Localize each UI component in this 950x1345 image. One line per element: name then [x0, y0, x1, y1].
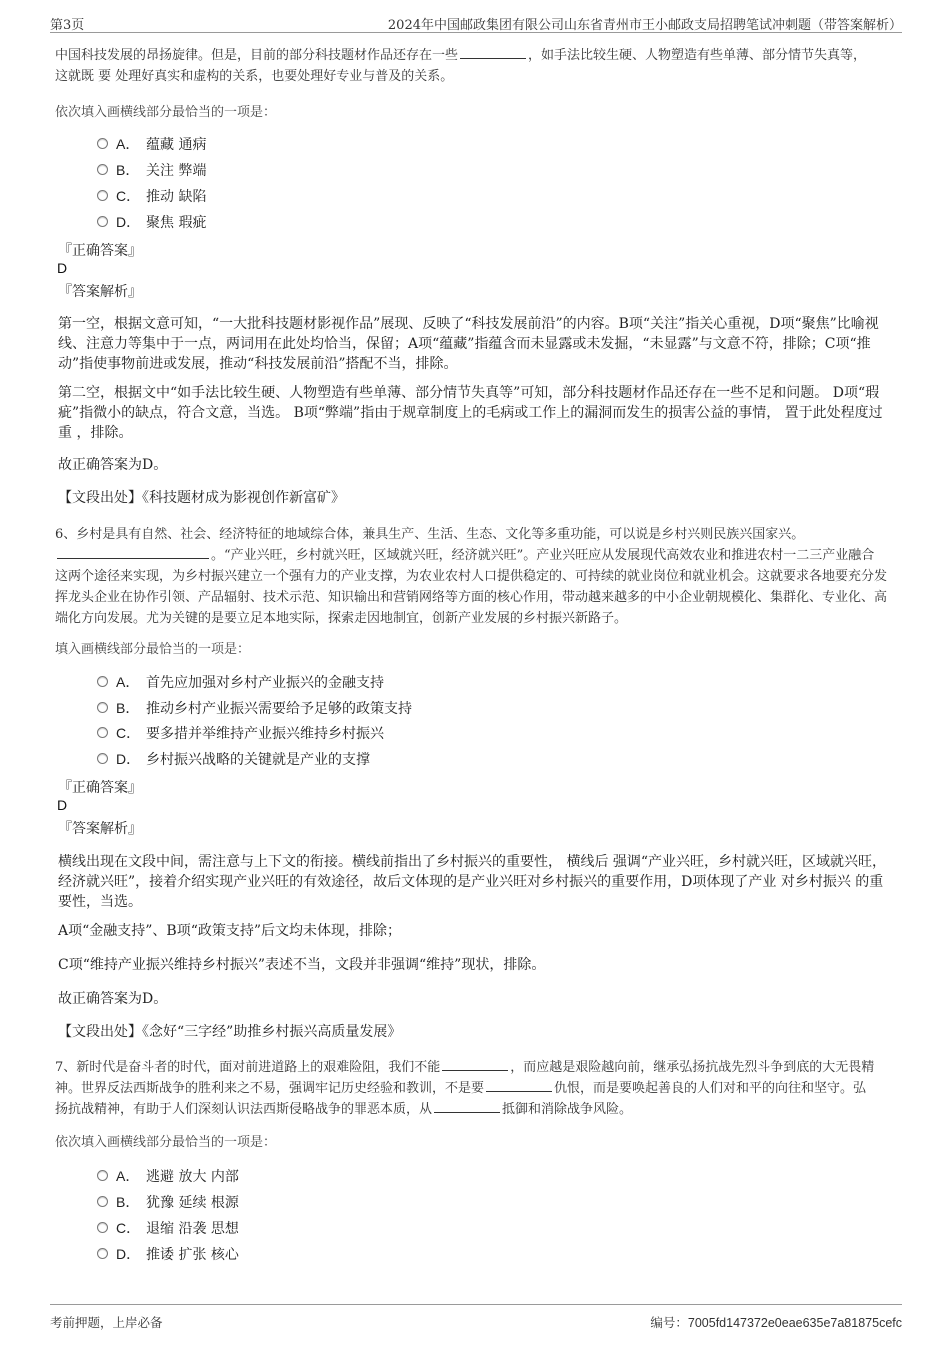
- page-header: [50, 10, 902, 33]
- q5-explanation-1: 第一空，根据文意可知，“一大批科技题材影视作品”展现、反映了“科技发展前沿”的内容。B项“关注”指关心重视，D项“聚焦”比喻视线、注意力等集中于一点，两词用在此处均恰当，保留；A项“蕴藏”指蕴含而未显露或未发掘，“未显露”与文意不符，排除；C项“推动”指使事物前进或发展，推动“科技发展前沿”搭配不当，排除。: [58, 316, 879, 372]
- radio-icon[interactable]: [97, 727, 108, 738]
- q5-answer-label: 『正确答案』: [58, 243, 142, 259]
- q6-explanation-2: A项“金融支持”、B项“政策支持”后文均未体现，排除；: [58, 923, 402, 939]
- radio-icon[interactable]: [97, 676, 108, 687]
- fill-blank: [434, 1100, 500, 1113]
- q5-option-a[interactable]: A． 蕴藏 通病: [97, 134, 206, 154]
- radio-icon[interactable]: [97, 1248, 108, 1259]
- q5-source: 【文段出处】《科技题材成为影视创作新富矿》: [58, 490, 345, 506]
- q6-answer-label: 『正确答案』: [58, 780, 142, 796]
- radio-icon[interactable]: [97, 1222, 108, 1233]
- fill-blank: [57, 546, 209, 559]
- q6-explanation-3: C项“维持产业振兴维持乡村振兴”表述不当，文段并非强调“维持”现状，排除。: [58, 957, 546, 973]
- radio-icon[interactable]: [97, 702, 108, 713]
- q6-option-d[interactable]: D． 乡村振兴战略的关键就是产业的支撑: [97, 749, 370, 769]
- q5-option-d[interactable]: D． 聚焦 瑕疵: [97, 212, 206, 232]
- q7-option-a[interactable]: A． 逃避 放大 内部: [97, 1166, 239, 1186]
- q6-option-a[interactable]: A． 首先应加强对乡村产业振兴的金融支持: [97, 672, 384, 692]
- q5-answer: D: [57, 260, 68, 276]
- q6-passage: 6、乡村是具有自然、社会、经济特征的地域综合体，兼具生产、生活、生态、文化等多重功能，可以说是乡村兴则民族兴国家兴。 。“产业兴旺，乡村就兴旺，区域就兴旺，经济就兴旺”。产业兴旺应从发展现代高效农业和推进农村一二三产业融合 这两个途径来实现，为乡村振兴建立一个强有力的产业支撑，为农业农村人口提供稳定的、可持续的就业岗位和就业机会。这就要求各地要充分发挥龙头企业在协作引领、产品辐射、技术示范、知识输出和营销网络等方面的核心作用，带动越来越多的中小企业朝规模化、集群化、专业化、高端化方向发展。尤为关键的是要立足本地实际，探索走因地制宜，创新产业发展的乡村振兴新路子。: [55, 527, 888, 626]
- q5-explanation-2: 第二空，根据文中“如手法比较生硬、人物塑造有些单薄、部分情节失真等”可知，部分科技题材作品还存在一些不足和问题。 D项“瑕疵”指微小的缺点，符合文意，当选。 B项“弊端”指由于规章制度上的毛病或工作上的漏洞而发生的损害公益的事情， 置于此处程度过重 ，排除。: [58, 385, 883, 441]
- fill-blank: [442, 1058, 508, 1071]
- q5-conclusion: 故正确答案为D。: [58, 457, 168, 473]
- radio-icon[interactable]: [97, 1170, 108, 1181]
- q5-option-c[interactable]: C． 推动 缺陷: [97, 186, 206, 206]
- document-code: 编号：7005fd147372e0eae635e7a81875cefc: [650, 1315, 902, 1330]
- q5-prompt: 依次填入画横线部分最恰当的一项是：: [55, 105, 277, 120]
- radio-icon[interactable]: [97, 164, 108, 175]
- q7-option-b[interactable]: B． 犹豫 延续 根源: [97, 1192, 239, 1212]
- document-title: 2024年中国邮政集团有限公司山东省青州市王小邮政支局招聘笔试冲刺题（带答案解析）: [387, 18, 902, 33]
- radio-icon[interactable]: [97, 1196, 108, 1207]
- page-number: 第3页: [50, 18, 85, 33]
- q6-analysis-label: 『答案解析』: [58, 821, 142, 837]
- footer-slogan: 考前押题，上岸必备: [50, 1315, 163, 1330]
- q5-option-b[interactable]: B． 关注 弊端: [97, 160, 206, 180]
- q6-prompt: 填入画横线部分最恰当的一项是：: [55, 642, 251, 657]
- q6-answer: D: [57, 797, 68, 813]
- q7-option-d[interactable]: D． 推诿 扩张 核心: [97, 1244, 239, 1264]
- q6-source: 【文段出处】《念好“三字经”助推乡村振兴高质量发展》: [58, 1024, 402, 1040]
- fill-blank: [486, 1079, 552, 1092]
- q7-prompt: 依次填入画横线部分最恰当的一项是：: [55, 1135, 277, 1150]
- radio-icon[interactable]: [97, 138, 108, 149]
- q5-passage: 中国科技发展的昂扬旋律。但是，目前的部分科技题材作品还存在一些 ，如手法比较生硬、人物塑造有些单薄、部分情节失真等， 这就既 要 处理好真实和虚构的关系，也要处理好专业与普及的关系。: [55, 48, 867, 84]
- radio-icon[interactable]: [97, 753, 108, 764]
- q6-option-b[interactable]: B． 推动乡村产业振兴需要给予足够的政策支持: [97, 698, 412, 718]
- q6-explanation-1: 横线出现在文段中间，需注意与上下文的衔接。横线前指出了乡村振兴的重要性， 横线后 强调“产业兴旺，乡村就兴旺，区域就兴旺，经济就兴旺”，接着介绍实现产业兴旺的有效途径，故后文体现的是产业兴旺对乡村振兴的重要作用，D项体现了产业 对乡村振兴 的重要性，当选。: [58, 854, 887, 910]
- fill-blank: [460, 46, 526, 59]
- q5-analysis-label: 『答案解析』: [58, 284, 142, 300]
- radio-icon[interactable]: [97, 190, 108, 201]
- q7-option-c[interactable]: C． 退缩 沿袭 思想: [97, 1218, 239, 1238]
- radio-icon[interactable]: [97, 216, 108, 227]
- q6-conclusion: 故正确答案为D。: [58, 991, 168, 1007]
- q7-passage: 7、新时代是奋斗者的时代，面对前进道路上的艰难险阻，我们不能 ，而应越是艰险越向前，继承弘扬抗战先烈斗争到底的大无畏精 神。世界反法西斯战争的胜利来之不易，强调牢记历史经验和教训，不是要 仇恨，而是要唤起善良的人们对和平的向往和坚守。弘 扬抗战精神，有助于人们深刻认识法西斯侵略战争的罪恶本质，从 抵御和消除战争风险。: [55, 1060, 875, 1117]
- q6-option-c[interactable]: C． 要多措并举维持产业振兴维持乡村振兴: [97, 723, 384, 743]
- page-footer: [50, 1304, 902, 1331]
